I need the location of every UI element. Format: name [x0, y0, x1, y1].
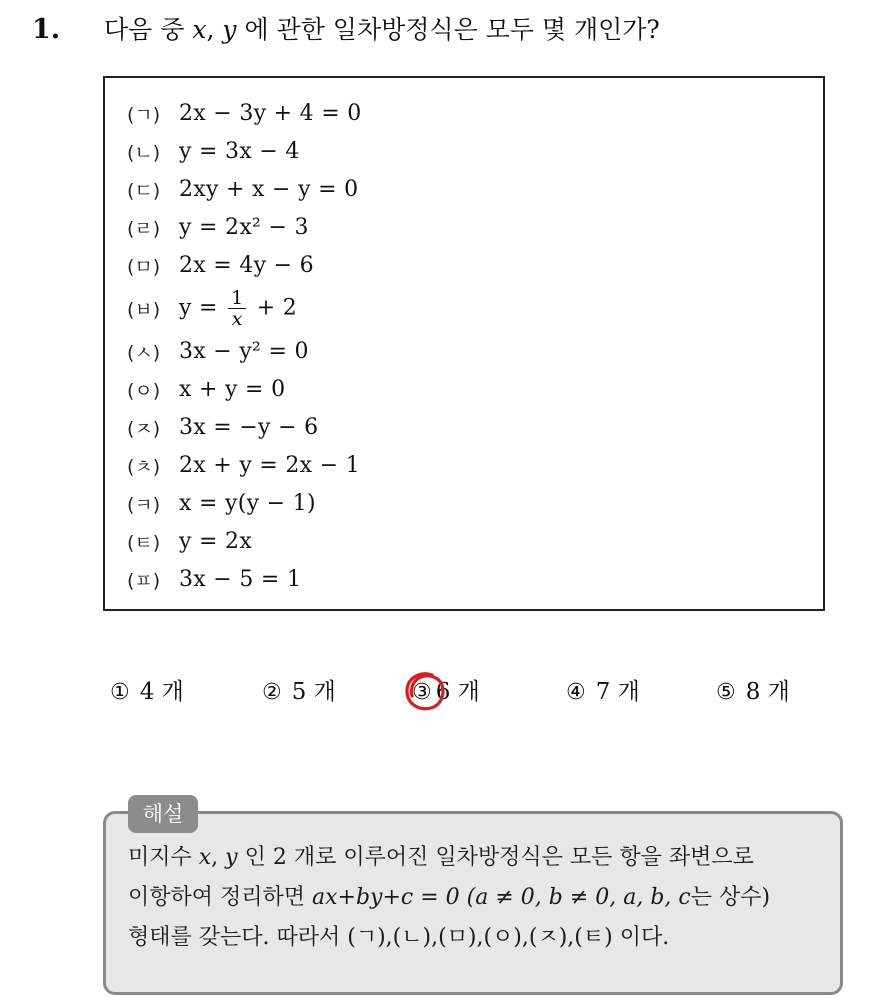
- equation-label: (ㅌ): [127, 531, 161, 554]
- choice-2[interactable]: [262, 672, 336, 713]
- equation-row: [127, 370, 362, 408]
- equation-label: (ㄷ): [127, 179, 161, 202]
- fraction-numerator: 1: [228, 288, 246, 309]
- explanation-text-segment: ,: [211, 845, 226, 870]
- var-y: y: [222, 15, 237, 44]
- choice-1[interactable]: [110, 672, 184, 713]
- equation-label: (ㄱ): [127, 103, 161, 126]
- equation-label: (ㅂ): [127, 298, 161, 321]
- equation-list: [127, 94, 362, 598]
- explanation-text-segment: 미지수: [128, 845, 199, 870]
- question-comma: ,: [206, 15, 223, 44]
- choice-4[interactable]: [566, 672, 640, 713]
- equation-label: (ㄹ): [127, 217, 161, 240]
- equation-row: [127, 208, 362, 246]
- choice-mark: ②: [262, 680, 282, 705]
- equation-lhs: y =: [179, 295, 218, 320]
- question-text: [104, 12, 660, 48]
- fraction-denominator: x: [231, 307, 243, 330]
- equation-label: (ㅍ): [127, 569, 161, 592]
- equation-expr: [179, 288, 297, 329]
- explanation-text-segment: 인 2 개로 이루어진 일차방정식은 모든 항을 좌변으로: [237, 845, 754, 870]
- equation-row: [127, 560, 362, 598]
- choice-text: 5 개: [291, 679, 336, 705]
- equation-row: [127, 284, 362, 332]
- equation-label: (ㄴ): [127, 141, 161, 164]
- equation-row: [127, 94, 362, 132]
- question-text-before: 다음 중: [104, 15, 193, 44]
- fraction: [228, 288, 246, 329]
- equation-expr: 3x = −y − 6: [179, 414, 319, 440]
- equation-label: (ㅋ): [127, 493, 161, 516]
- equation-box: [103, 76, 825, 611]
- choice-text: 6 개: [435, 679, 480, 705]
- equation-expr: 2x + y = 2x − 1: [179, 452, 360, 478]
- choice-3[interactable]: [412, 672, 480, 713]
- choice-text: 4 개: [139, 679, 184, 705]
- equation-label: (ㅇ): [127, 379, 161, 402]
- choice-mark: ③: [412, 680, 432, 705]
- equation-expr: 3x − y² = 0: [179, 338, 309, 364]
- general-form-formula: ax+by+c = 0: [312, 885, 460, 910]
- var-y: y: [225, 845, 238, 870]
- equation-label: (ㅈ): [127, 417, 161, 440]
- equation-expr: y = 3x − 4: [179, 138, 300, 164]
- equation-row: [127, 446, 362, 484]
- equation-row: [127, 408, 362, 446]
- equation-label: (ㅁ): [127, 255, 161, 278]
- equation-expr: 3x − 5 = 1: [179, 566, 302, 592]
- equation-expr: x = y(y − 1): [179, 490, 316, 516]
- equation-expr: y = 2x² − 3: [179, 214, 309, 240]
- explanation-text-segment: 는 상수): [690, 885, 771, 910]
- equation-rhs: + 2: [256, 295, 298, 320]
- var-x: x: [198, 845, 212, 870]
- explanation-text-segment: 이항하여 정리하면: [128, 885, 313, 910]
- equation-label: (ㅅ): [127, 341, 161, 364]
- choice-mark: ①: [110, 680, 130, 705]
- choice-mark: ⑤: [716, 680, 736, 705]
- equation-row: [127, 484, 362, 522]
- explanation-box: [103, 811, 843, 995]
- choice-5[interactable]: [716, 672, 790, 713]
- var-x: x: [192, 15, 207, 44]
- equation-row: [127, 332, 362, 370]
- choice-text: 8 개: [745, 679, 790, 705]
- equation-row: [127, 170, 362, 208]
- choice-mark: ④: [566, 680, 586, 705]
- equation-expr: y = 2x: [179, 528, 253, 554]
- explanation-line-1: [128, 838, 770, 878]
- equation-expr: 2xy + x − y = 0: [179, 176, 359, 202]
- question-number: 1.: [32, 14, 61, 45]
- equation-expr: 2x = 4y − 6: [179, 252, 314, 278]
- explanation-line-2: [128, 878, 770, 918]
- answer-choices: [0, 672, 884, 712]
- equation-row: [127, 246, 362, 284]
- explanation-line-3: 형태를 갖는다. 따라서 (ㄱ),(ㄴ),(ㅁ),(ㅇ),(ㅈ),(ㅌ) 이다.: [128, 925, 670, 950]
- coefficient-condition: (a ≠ 0, b ≠ 0, a, b, c: [459, 885, 691, 910]
- equation-row: [127, 522, 362, 560]
- equation-expr: x + y = 0: [179, 376, 286, 402]
- equation-row: [127, 132, 362, 170]
- equation-expr: 2x − 3y + 4 = 0: [179, 100, 362, 126]
- explanation-tag: 해설: [128, 795, 198, 833]
- choice-text: 7 개: [595, 679, 640, 705]
- equation-label: (ㅊ): [127, 455, 161, 478]
- question-text-after: 에 관한 일차방정식은 모두 몇 개인가?: [236, 15, 660, 44]
- explanation-text: [128, 838, 770, 958]
